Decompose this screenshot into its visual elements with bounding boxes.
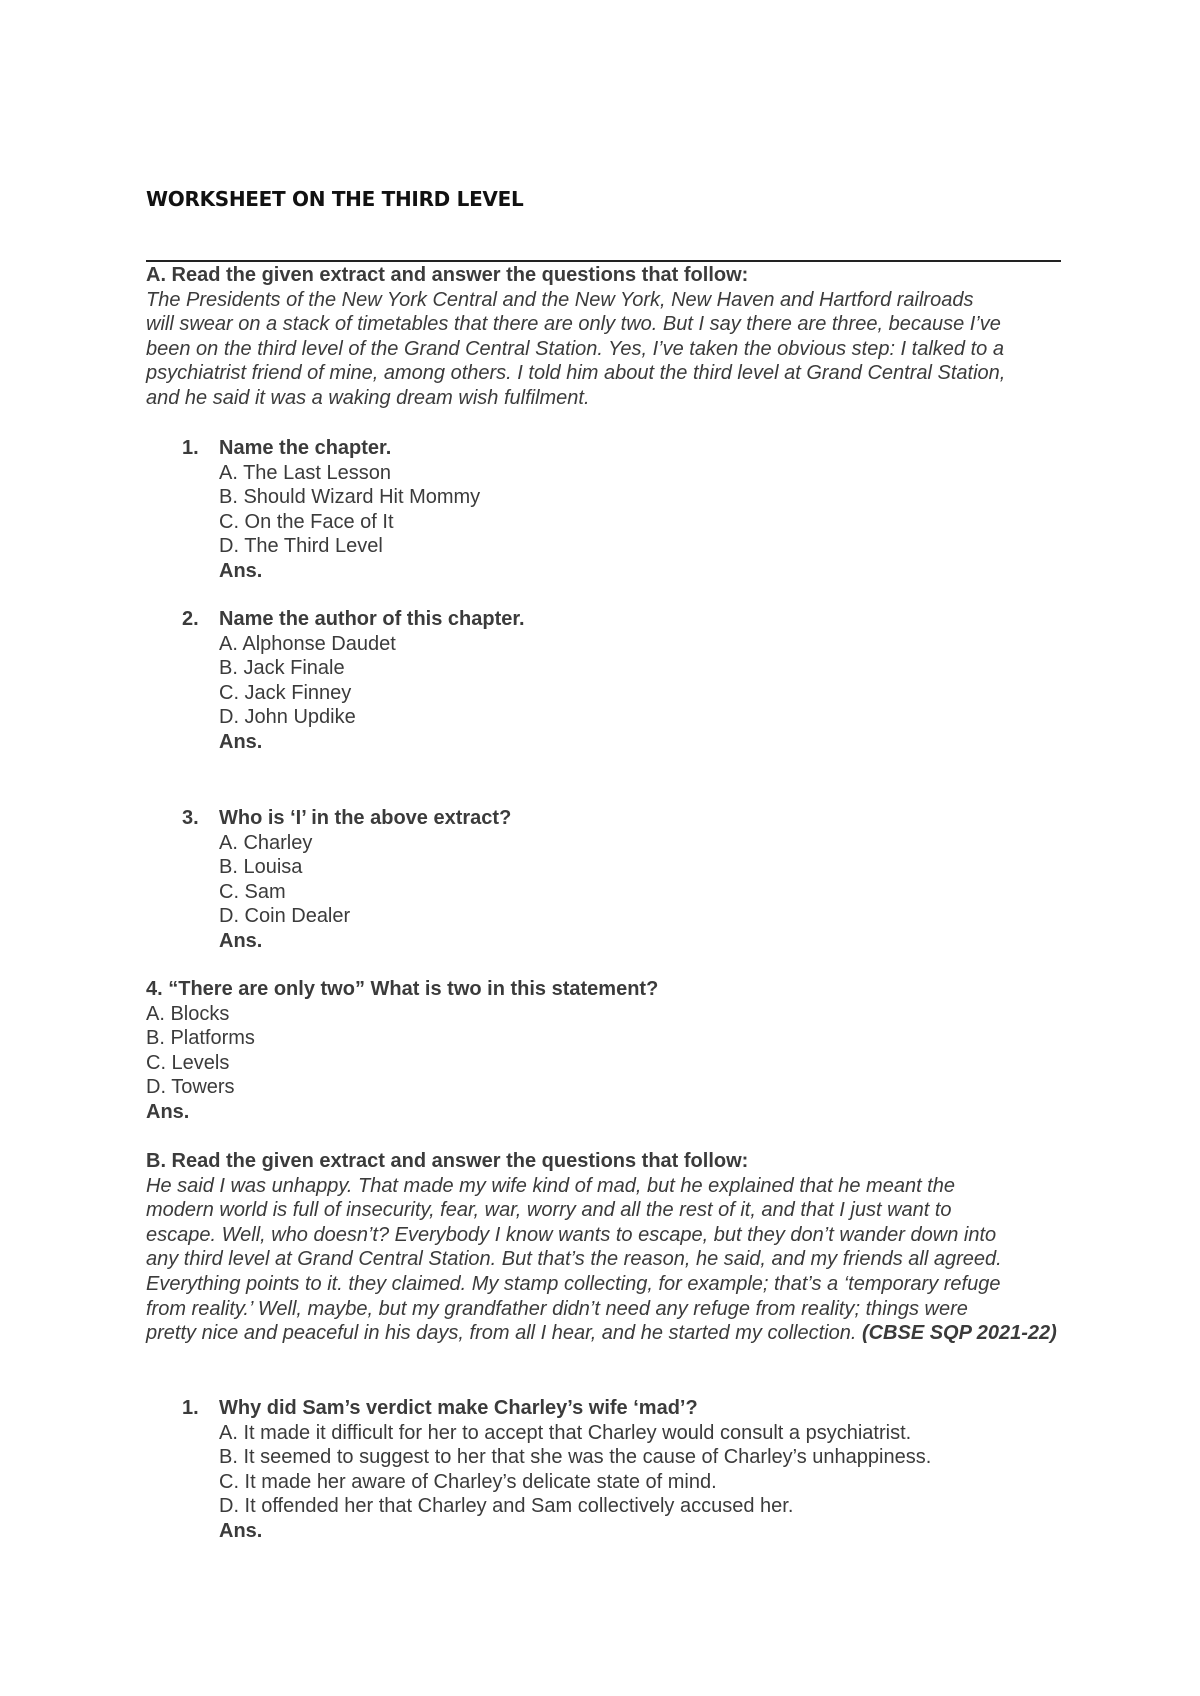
question-b1 xyxy=(146,1396,1061,1544)
option-a: A. Blocks xyxy=(146,1002,230,1025)
extract-line: any third level at Grand Central Station. But that’s the reason, he said, and my friends all agreed. xyxy=(146,1248,1002,1271)
section-a xyxy=(146,263,1061,411)
question-a1 xyxy=(146,436,1061,584)
option-c: C. Sam xyxy=(219,880,286,903)
extract-line: psychiatrist friend of mine, among others. I told him about the third level at Grand Central Station, xyxy=(146,362,1006,385)
question-a4 xyxy=(146,977,1061,1125)
extract-line: escape. Well, who doesn’t? Everybody I know wants to escape, but they don’t wander down into xyxy=(146,1223,997,1246)
option-b: B. Jack Finale xyxy=(219,657,345,680)
answer-label: Ans. xyxy=(219,730,263,753)
answer-label: Ans. xyxy=(219,559,263,582)
answer-label: Ans. xyxy=(219,1519,263,1542)
extract-line: from reality.’ Well, maybe, but my grandfather didn’t need any refuge from reality; things were xyxy=(146,1297,968,1320)
option-d: D. John Updike xyxy=(219,706,356,729)
section-a-heading: A. Read the given extract and answer the questions that follow: xyxy=(146,264,749,286)
option-c: C. It made her aware of Charley’s delicate state of mind. xyxy=(219,1470,717,1493)
question-a3 xyxy=(146,806,1061,954)
section-b-heading: B. Read the given extract and answer the questions that follow: xyxy=(146,1150,749,1172)
question-number: 1. xyxy=(182,1397,199,1419)
question-text: Name the chapter. xyxy=(219,437,392,459)
question-text: Name the author of this chapter. xyxy=(219,608,525,630)
option-d: D. The Third Level xyxy=(219,535,383,558)
question-text: Who is ‘I’ in the above extract? xyxy=(219,807,512,829)
option-a: A. Charley xyxy=(219,831,313,854)
option-c: C. On the Face of It xyxy=(219,510,394,533)
question-number: 3. xyxy=(182,807,199,829)
option-d: D. Towers xyxy=(146,1076,235,1099)
extract-line: He said I was unhappy. That made my wife kind of mad, but he explained that he meant the xyxy=(146,1174,955,1197)
option-a: A. The Last Lesson xyxy=(219,461,391,484)
option-c: C. Levels xyxy=(146,1051,230,1074)
option-a: A. It made it difficult for her to accept that Charley would consult a psychiatrist. xyxy=(219,1421,912,1444)
option-b: B. Louisa xyxy=(219,856,303,879)
extract-line xyxy=(146,1321,1061,1346)
extract-line: Everything points to it. they claimed. My stamp collecting, for example; that’s a ‘temporary refuge xyxy=(146,1272,1001,1295)
question-text: Why did Sam’s verdict make Charley’s wife ‘mad’? xyxy=(219,1397,698,1419)
question-number: 2. xyxy=(182,608,199,630)
extract-line: modern world is full of insecurity, fear, war, worry and all the rest of it, and that I just want to xyxy=(146,1199,952,1222)
question-a2 xyxy=(146,607,1061,755)
answer-label: Ans. xyxy=(146,1100,190,1123)
question-text: 4. “There are only two” What is two in this statement? xyxy=(146,978,659,1000)
option-b: B. Platforms xyxy=(146,1027,255,1050)
extract-line: been on the third level of the Grand Central Station. Yes, I’ve taken the obvious step: I talked to a xyxy=(146,337,1004,360)
option-d: D. Coin Dealer xyxy=(219,905,351,928)
option-a: A. Alphonse Daudet xyxy=(219,632,396,655)
section-a-extract xyxy=(146,288,1061,411)
option-b: B. Should Wizard Hit Mommy xyxy=(219,486,481,509)
option-d: D. It offended her that Charley and Sam collectively accused her. xyxy=(219,1495,794,1518)
question-number: 1. xyxy=(182,437,199,459)
answer-label: Ans. xyxy=(219,929,263,952)
title-divider xyxy=(146,260,1061,262)
option-b: B. It seemed to suggest to her that she was the cause of Charley’s unhappiness. xyxy=(219,1446,932,1469)
page-title: WORKSHEET ON THE THIRD LEVEL xyxy=(146,187,524,211)
extract-line-text: pretty nice and peaceful in his days, from all I hear, and he started my collection. xyxy=(146,1322,862,1345)
extract-source: (CBSE SQP 2021-22) xyxy=(861,1322,1057,1345)
extract-line: and he said it was a waking dream wish fulfilment. xyxy=(146,386,590,409)
section-b-extract xyxy=(146,1174,1061,1346)
extract-line: The Presidents of the New York Central and the New York, New Haven and Hartford railroads xyxy=(146,288,974,311)
section-b xyxy=(146,1149,1061,1346)
option-c: C. Jack Finney xyxy=(219,681,352,704)
extract-line: will swear on a stack of timetables that there are only two. But I say there are three, because I’ve xyxy=(146,313,1001,336)
